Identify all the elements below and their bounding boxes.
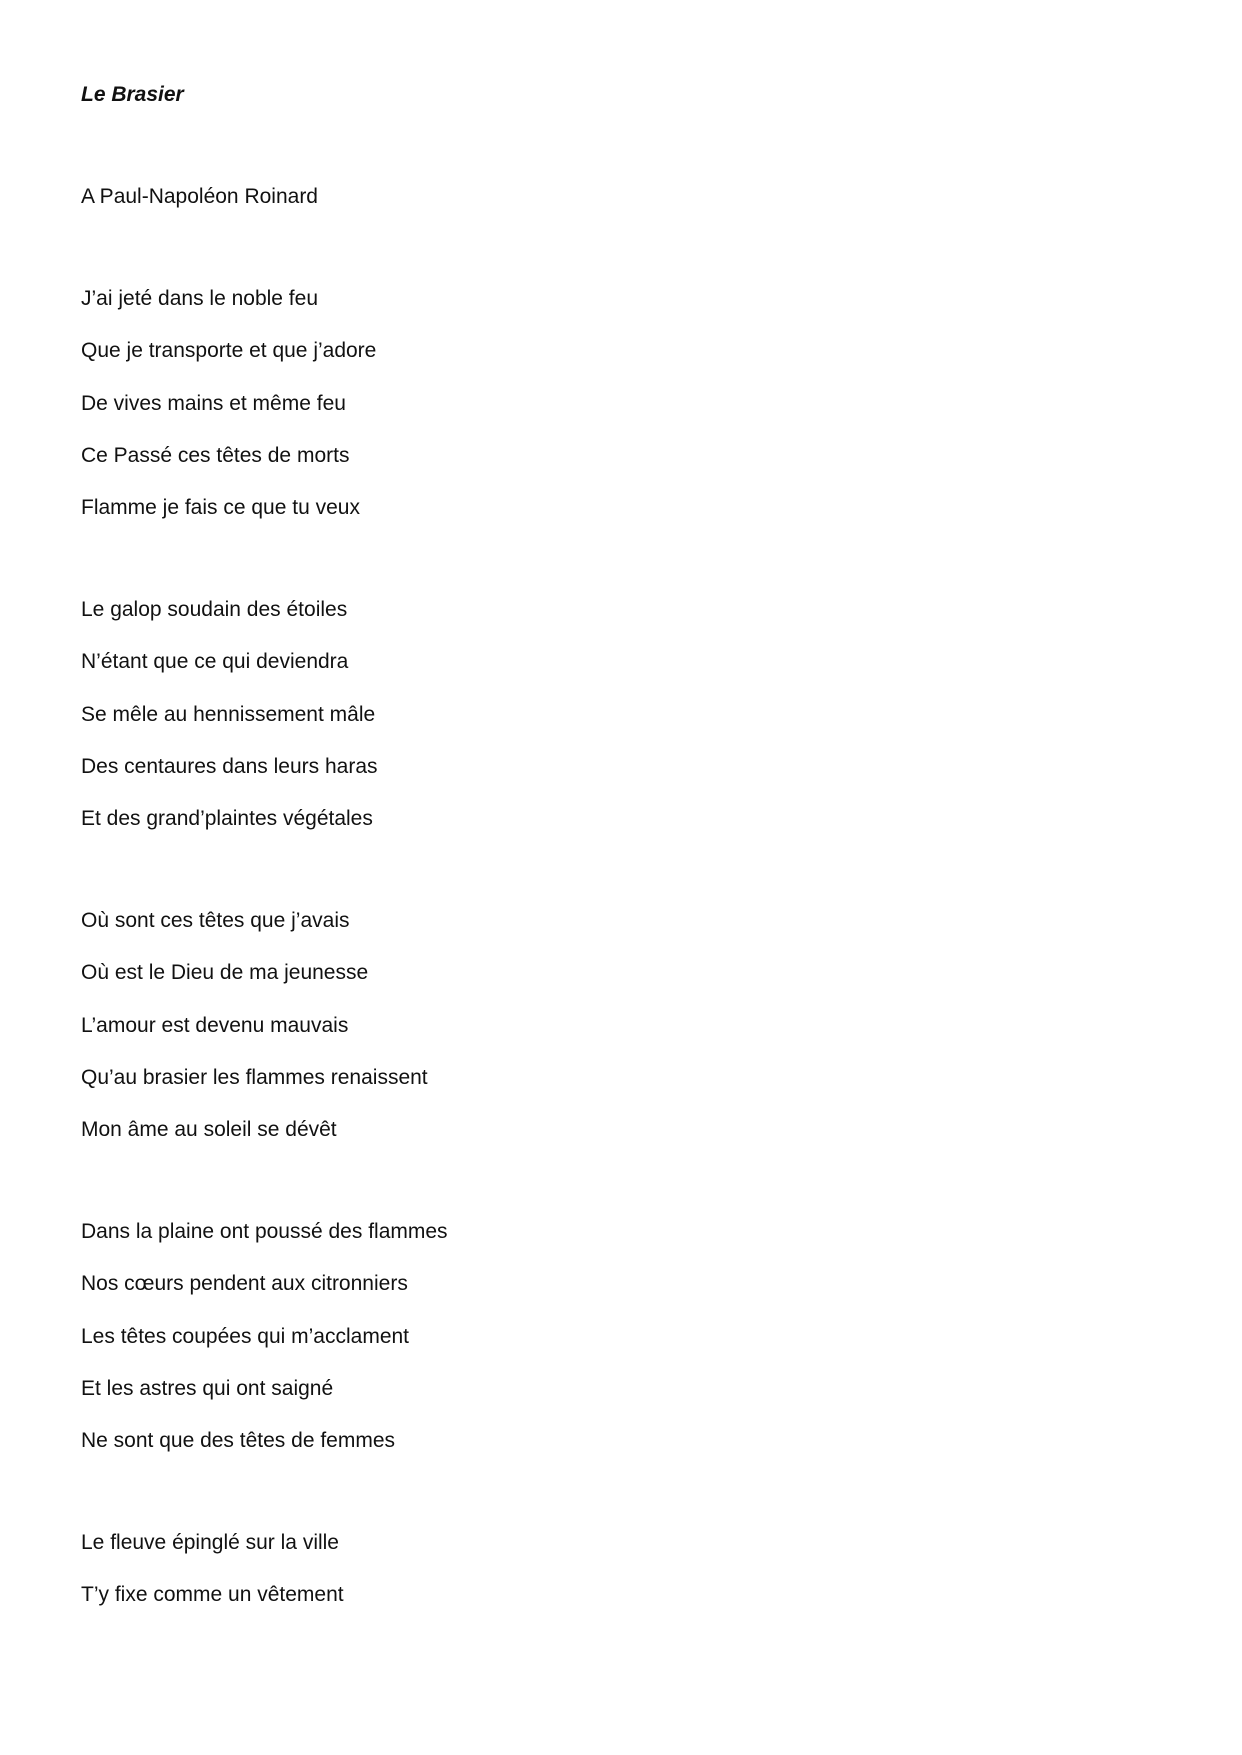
verse-line: L’amour est devenu mauvais bbox=[81, 1013, 349, 1037]
stanza-3 bbox=[81, 906, 428, 1167]
verse-line: Qu’au brasier les flammes renaissent bbox=[81, 1065, 428, 1089]
verse-line: Des centaures dans leurs haras bbox=[81, 754, 378, 778]
verse-line: Que je transporte et que j’adore bbox=[81, 339, 377, 363]
verse-line: T’y fixe comme un vêtement bbox=[81, 1583, 344, 1607]
verse-line: Où est le Dieu de ma jeunesse bbox=[81, 961, 369, 985]
verse-line: Ce Passé ces têtes de morts bbox=[81, 443, 350, 467]
poem-title: Le Brasier bbox=[81, 83, 184, 106]
stanza-4 bbox=[81, 1217, 448, 1478]
verse-line: Et des grand’plaintes végétales bbox=[81, 807, 373, 831]
verse-line: Se mêle au hennissement mâle bbox=[81, 702, 376, 726]
verse-line: Flamme je fais ce que tu veux bbox=[81, 496, 360, 520]
verse-line: J’ai jeté dans le noble feu bbox=[81, 287, 318, 310]
verse-line: Mon âme au soleil se dévêt bbox=[81, 1118, 337, 1142]
verse-line: Et les astres qui ont saigné bbox=[81, 1376, 334, 1400]
verse-line: Le galop soudain des étoiles bbox=[81, 598, 348, 621]
verse-line: Nos cœurs pendent aux citronniers bbox=[81, 1272, 408, 1296]
verse-line: Ne sont que des têtes de femmes bbox=[81, 1429, 396, 1453]
verse-line: Où sont ces têtes que j’avais bbox=[81, 909, 350, 932]
stanza-2 bbox=[81, 595, 378, 856]
stanza-1 bbox=[81, 284, 376, 545]
verse-line: De vives mains et même feu bbox=[81, 391, 346, 415]
verse-line: Les têtes coupées qui m’acclament bbox=[81, 1324, 410, 1348]
stanza-5 bbox=[81, 1528, 344, 1633]
poem-dedication: A Paul-Napoléon Roinard bbox=[81, 185, 318, 208]
verse-line: Le fleuve épinglé sur la ville bbox=[81, 1531, 339, 1554]
verse-line: N’étant que ce qui deviendra bbox=[81, 650, 349, 674]
verse-line: Dans la plaine ont poussé des flammes bbox=[81, 1220, 448, 1243]
